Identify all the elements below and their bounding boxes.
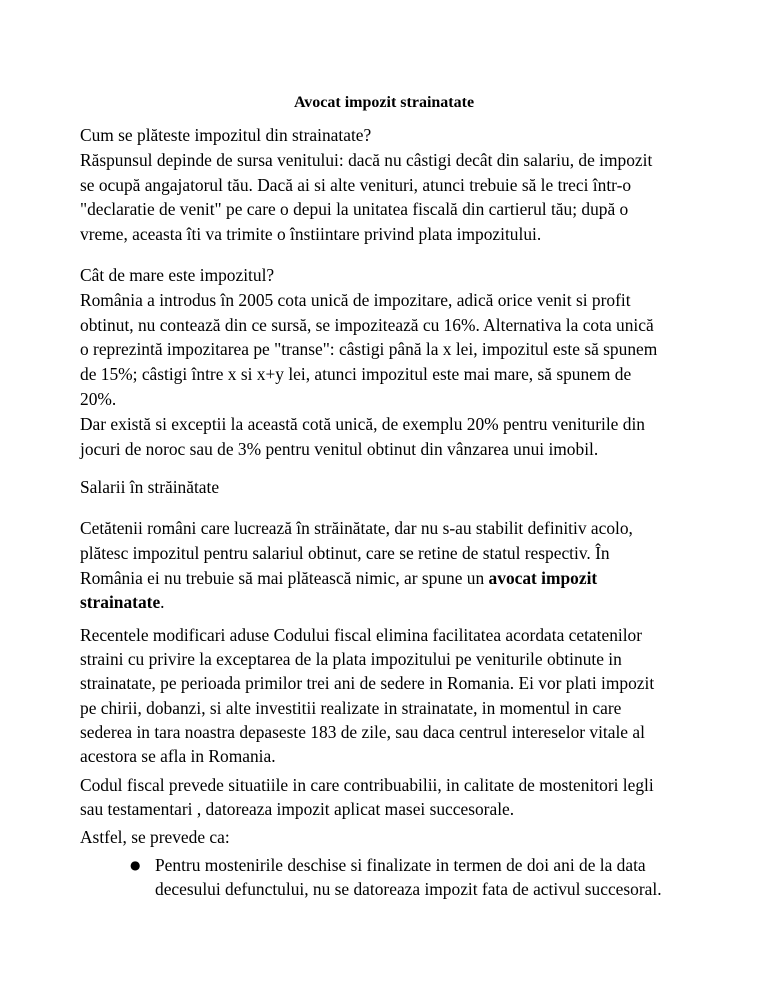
bullet-icon: ●	[130, 858, 141, 872]
section-heading-salaries-abroad	[80, 475, 700, 500]
text-line: de 15%; câstigi între x si x+y lei, atunci impozitul este mai mare, să spunem de	[80, 364, 632, 385]
text-line: Astfel, se prevede ca:	[80, 827, 230, 847]
text-line	[80, 590, 700, 615]
text-line: "declaratie de venit" pe care o depui la unitatea fiscală din cartierul tău; după o	[80, 199, 629, 220]
paragraph-tax-size	[80, 263, 700, 461]
document-title: Avocat impozit strainatate	[293, 94, 475, 111]
text-line: Cetătenii români care lucrează în străinătate, dar nu s-au stabilit definitiv acolo,	[80, 518, 633, 538]
text-line-suffix: .	[160, 592, 165, 613]
text-line: plătesc impozitul pentru salariul obtinut, care se retine de statul respectiv. În	[80, 542, 610, 563]
text-line: Codul fiscal prevede situatiile in care contribuabilii, in calitate de mostenitori legli	[80, 775, 654, 795]
text-line: Dar există si exceptii la această cotă unică, de exemplu 20% pentru veniturile din	[80, 413, 645, 434]
text-line: pe chirii, dobanzi, si alte investitii realizate in strainatate, in momentul in care	[80, 697, 622, 718]
text-line: România a introdus în 2005 cota unică de impozitare, adică orice venit si profit	[80, 289, 631, 310]
list-item-text	[155, 854, 662, 901]
text-line: strainatate, pe perioada primilor trei ani de sedere in Romania. Ei vor plati impozit	[80, 673, 655, 694]
text-line: decesului defunctului, nu se datoreaza impozit fata de activul succesoral.	[155, 878, 662, 899]
section-heading: Salarii în străinătate	[80, 477, 220, 497]
text-line: obtinut, nu contează din ce sursă, se impozitează cu 16%. Alternativa la cota unică	[80, 314, 654, 335]
text-line: se ocupă angajatorul tău. Dacă ai si alte venituri, atunci trebuie să le treci într-o	[80, 174, 632, 195]
text-line: Cum se plăteste impozitul din strainatate?	[80, 125, 372, 145]
paragraph-inheritance	[80, 774, 700, 821]
text-line: sau testamentari , datoreaza impozit aplicat masei succesorale.	[80, 798, 515, 819]
text-line: acestora se afla in Romania.	[80, 746, 276, 767]
text-line: Pentru mostenirile deschise si finalizate in termen de doi ani de la data	[155, 855, 646, 875]
text-line: 20%.	[80, 388, 117, 409]
text-line: jocuri de noroc sau de 3% pentru venitul obtinut din vânzarea unui imobil.	[80, 438, 599, 459]
text-line: sederea in tara noastra depaseste 183 de zile, sau daca centrul intereselor vitale al	[80, 721, 645, 742]
text-line: Recentele modificari aduse Codului fiscal elimina facilitatea acordata cetatenilor	[80, 625, 643, 645]
text-line	[80, 566, 700, 591]
text-line: Răspunsul depinde de sursa venitului: dacă nu câstigi decât din salariu, de impozit	[80, 149, 653, 170]
text-line: Cât de mare este impozitul?	[80, 265, 275, 285]
bold-keyword: strainatate	[80, 592, 161, 613]
bold-keyword: avocat impozit	[488, 567, 598, 588]
paragraph-tax-payment-abroad	[80, 123, 700, 247]
text-line-prefix: România ei nu trebuie să mai plătească nimic, ar spune un	[80, 567, 489, 588]
text-line: o reprezintă impozitarea pe "transe": câstigi până la x lei, impozitul este să spunem	[80, 339, 658, 360]
text-line: vreme, aceasta îti va trimite o înstiintare privind plata impozitului.	[80, 224, 542, 245]
paragraph-intro-list	[80, 826, 700, 850]
paragraph-fiscal-code-changes	[80, 623, 700, 768]
text-line: straini cu privire la exceptarea de la plata impozitului pe veniturile obtinute in	[80, 649, 622, 670]
paragraph-citizens-abroad	[80, 516, 700, 615]
